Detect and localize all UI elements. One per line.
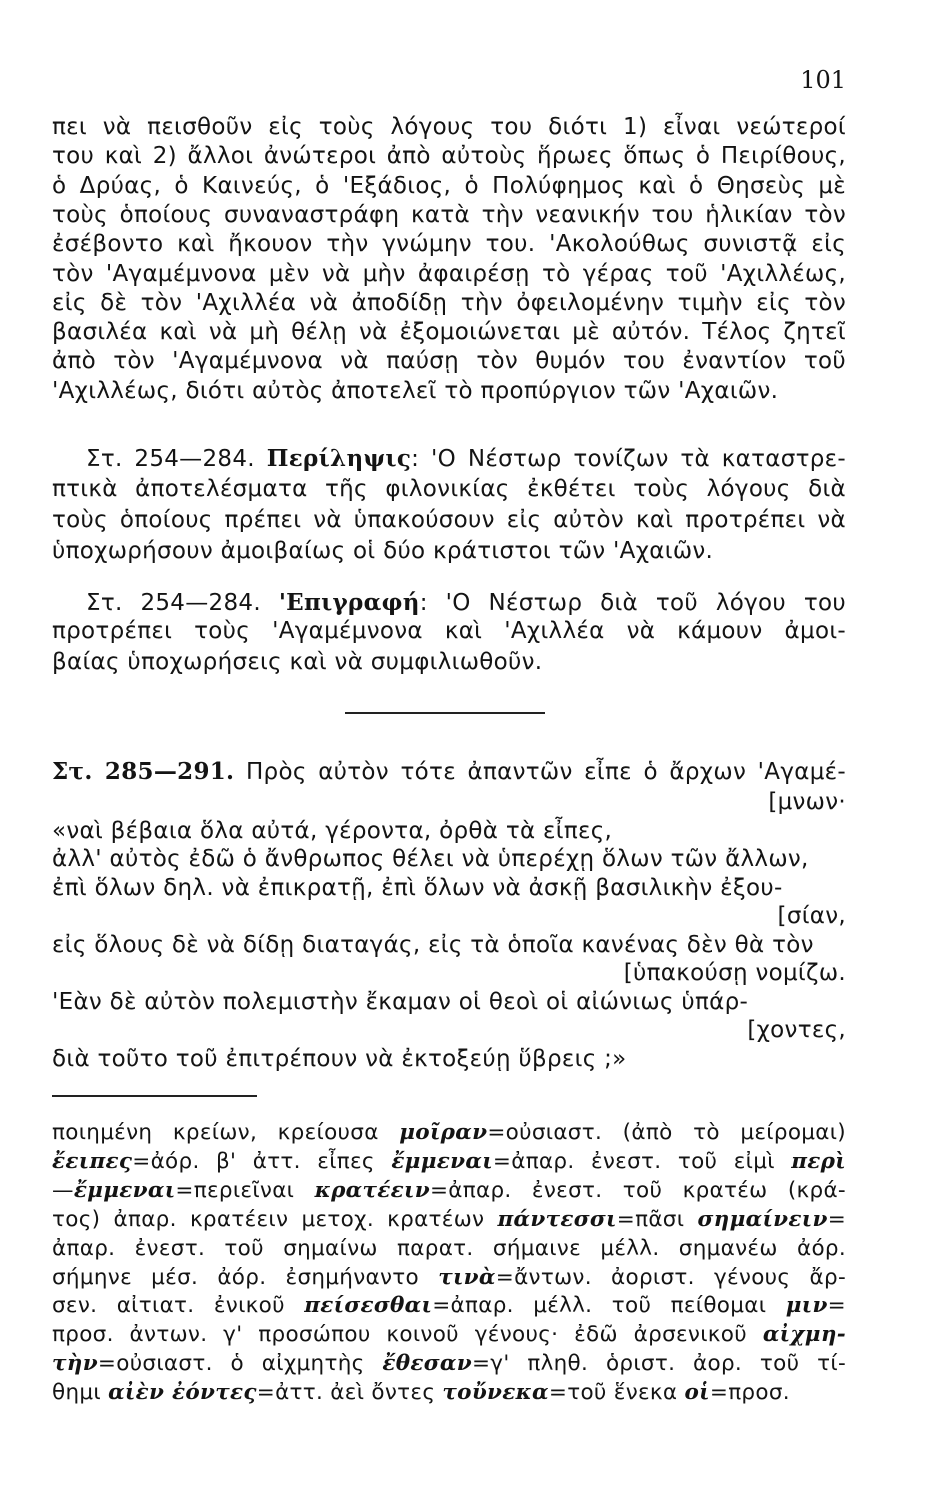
note-text: =προσ.: [709, 1380, 790, 1406]
perilipsis-line: πτικὰ ἀποτελέσματα τῆς φιλονικίας ἐκθέτει τοὺς λόγους διὰ: [52, 476, 846, 502]
page-number: 101: [800, 66, 846, 94]
note-text: —: [52, 1177, 74, 1203]
summary-line: εἰς δὲ τὸν 'Αχιλλέα νὰ ἀποδίδῃ τὴν ὀφειλομένην τιμὴν εἰς τὸν: [52, 289, 846, 316]
translation-continuation: [ὑπακούσῃ νομίζω.: [623, 960, 846, 986]
note-text: =γ' πληθ. ὁριστ. ἀορ. τοῦ τί-: [471, 1351, 846, 1377]
glossary-term: τινὰ: [438, 1264, 496, 1290]
translation-first-line: [52, 757, 846, 787]
translation-line: 'Εὰν δὲ αὐτὸν πολεμιστὴν ἔκαμαν οἱ θεοὶ οἱ αἰώνιως ὑπάρ-: [52, 988, 749, 1015]
note-text: =τοῦ ἕνεκα: [548, 1380, 685, 1406]
summary-line: ὁ Δρύας, ὁ Καινεύς, ὁ 'Εξάδιος, ὁ Πολύφημος καὶ ὁ Θησεὺς μὲ: [52, 172, 846, 199]
translation-continuation: [σίαν,: [777, 903, 846, 929]
translation-continuation: [μνων·: [768, 789, 846, 815]
epigraphi-line: προτρέπει τοὺς 'Αγαμέμνονα καὶ 'Αχιλλέα νὰ κάμουν ἀμοι-: [52, 618, 846, 644]
note-text: προσ. ἀντων. γ' προσώπου κοινοῦ γένους· ἐδῶ ἀρσενικοῦ: [52, 1322, 763, 1348]
note-text: =ἀπαρ. ἐνεστ. τοῦ εἰμὶ: [492, 1148, 792, 1174]
note-line: [52, 1378, 846, 1407]
note-text: =πᾶσι: [616, 1206, 698, 1232]
perilipsis-ref: Στ. 254—284.: [86, 446, 255, 472]
note-line: [52, 1263, 846, 1292]
note-text: τος) ἀπαρ. κρατέειν μετοχ. κρατέων: [52, 1206, 498, 1232]
note-text: =: [827, 1206, 846, 1232]
note-text: =οὐσιαστ. ὁ αἰχμητὴς: [97, 1351, 383, 1377]
translation-text: Πρὸς αὐτὸν τότε ἀπαντῶν εἶπε ὁ ἄρχων 'Αγαμέ-: [245, 759, 846, 785]
note-line: [52, 1205, 846, 1234]
glossary-term: οἱ: [684, 1380, 710, 1406]
perilipsis-label: Περίληψις: [266, 445, 412, 472]
note-text: =ἀόρ. β' ἀττ. εἶπες: [132, 1148, 392, 1174]
note-text: =ἀπαρ. ἐνεστ. τοῦ κρατέω (κρά-: [429, 1177, 846, 1203]
glossary-term: ἔμμεναι: [391, 1148, 493, 1174]
epigraphi-first-line: [52, 588, 846, 618]
note-text: =περιεῖναι: [175, 1177, 315, 1203]
note-line: [52, 1291, 846, 1320]
perilipsis-line: τοὺς ὁποίους πρέπει νὰ ὑπακούσουν εἰς αὐτὸν καὶ προτρέπει νὰ: [52, 507, 846, 533]
note-line: [52, 1176, 846, 1205]
glossary-term: τοὔνεκα: [442, 1380, 549, 1406]
summary-line: ἀπὸ τὸν 'Αγαμέμνονα νὰ παύσῃ τὸν θυμόν του ἐναντίον τοῦ: [52, 348, 846, 375]
summary-line: τὸν 'Αγαμέμνονα μὲν νὰ μὴν ἀφαιρέσῃ τὸ γέρας τοῦ 'Αχιλλέως,: [52, 260, 846, 287]
glossary-term: περὶ: [791, 1148, 846, 1174]
epigraphi-ref: Στ. 254—284.: [86, 590, 261, 616]
summary-line: 'Αχιλλέως, διότι αὐτὸς ἀποτελεῖ τὸ προπύργιον τῶν 'Αχαιῶν.: [52, 377, 779, 404]
glossary-term: πείσεσθαι: [304, 1293, 433, 1319]
translation-line: εἰς ὅλους δὲ νὰ δίδῃ διαταγάς, εἰς τὰ ὁποῖα κανένας δὲν θὰ τὸν: [52, 931, 814, 958]
translation-line: ἀλλ' αὐτὸς ἐδῶ ὁ ἄνθρωπος θέλει νὰ ὑπερέχῃ ὅλων τῶν ἄλλων,: [52, 846, 809, 872]
summary-line: ἐσέβοντο καὶ ἤκουον τὴν γνώμην του. 'Ακολούθως συνιστᾷ εἰς: [52, 231, 846, 258]
note-text: ἀπαρ. ἐνεστ. τοῦ σημαίνω παρατ. σήμαινε μέλλ. σημανέω ἀόρ.: [52, 1235, 846, 1261]
note-line: [52, 1349, 846, 1378]
note-text: ποιημένη κρείων, κρείουσα: [52, 1120, 400, 1145]
epigraphi-label: 'Επιγραφή: [278, 589, 420, 616]
perilipsis-line: ὑποχωρήσουν ἀμοιβαίως οἱ δύο κράτιστοι τῶν 'Αχαιῶν.: [52, 538, 714, 564]
glossary-term: μοῖραν: [399, 1120, 488, 1145]
perilipsis-text: : 'Ο Νέστωρ τονίζων τὰ καταστρε-: [411, 446, 846, 472]
section-divider: [345, 712, 545, 714]
glossary-term: αἰὲν ἐόντες: [108, 1380, 257, 1406]
translation-line: διὰ τοῦτο τοῦ ἐπιτρέπουν νὰ ἐκτοξεύῃ ὕβρεις ;»: [52, 1045, 627, 1072]
note-text: σεν. αἰτιατ. ἐνικοῦ: [52, 1293, 305, 1319]
glossary-term: αἰχμη-: [762, 1322, 846, 1348]
glossary-term: κρατέειν: [314, 1177, 430, 1203]
glossary-term: τὴν: [52, 1351, 98, 1377]
summary-line: πει νὰ πεισθοῦν εἰς τοὺς λόγους του διότι 1) εἶναι νεώτεροί: [52, 114, 846, 140]
note-text: θημι: [52, 1380, 109, 1406]
perilipsis-first-line: [52, 444, 846, 474]
summary-line: του καὶ 2) ἄλλοι ἀνώτεροι ἀπὸ αὐτοὺς ἥρωες ὅπως ὁ Πειρίθους,: [52, 143, 846, 170]
summary-line: βασιλέα καὶ νὰ μὴ θέλῃ νὰ ἐξομοιώνεται μὲ αὐτόν. Τέλος ζητεῖ: [52, 319, 846, 346]
summary-line: τοὺς ὁποίους συναναστράφη κατὰ τὴν νεανικήν του ἡλικίαν τὸν: [52, 201, 846, 228]
note-text: =ἀττ. ἀεὶ ὄντες: [256, 1380, 443, 1406]
note-line: [52, 1147, 846, 1176]
note-text: σήμηνε μέσ. ἀόρ. ἐσημήναντο: [52, 1264, 439, 1290]
note-text: =οὐσιαστ. (ἀπὸ τὸ μείρομαι): [487, 1120, 846, 1145]
translation-continuation: [χοντες,: [747, 1017, 846, 1043]
glossary-term: ἔειπες: [52, 1148, 133, 1174]
translation-ref: Στ. 285—291.: [52, 758, 235, 785]
note-line: [52, 1118, 846, 1147]
note-line: [52, 1320, 846, 1349]
note-text: =: [827, 1293, 846, 1319]
glossary-term: σημαίνειν: [697, 1206, 828, 1232]
glossary-term: ἔμμεναι: [73, 1177, 176, 1203]
glossary-term: μιν: [785, 1293, 828, 1319]
footnote-divider: [52, 1095, 257, 1097]
note-text: =ἀπαρ. μέλλ. τοῦ πείθομαι: [432, 1293, 786, 1319]
epigraphi-line: βαίας ὑποχωρήσεις καὶ νὰ συμφιλιωθοῦν.: [52, 649, 543, 675]
note-line: [52, 1234, 846, 1263]
epigraphi-text: : 'Ο Νέστωρ διὰ τοῦ λόγου του: [419, 590, 846, 616]
glossary-term: πάντεσσι: [497, 1206, 617, 1232]
translation-line: «ναὶ βέβαια ὅλα αὐτά, γέροντα, ὀρθὰ τὰ εἶπες,: [52, 817, 613, 844]
translation-line: ἐπὶ ὅλων δηλ. νὰ ἐπικρατῇ, ἐπὶ ὅλων νὰ ἀσκῇ βασιλικὴν ἐξου-: [52, 874, 783, 901]
glossary-term: ἔθεσαν: [382, 1351, 472, 1377]
note-text: =ἄντων. ἀοριστ. γένους ἄρ-: [495, 1264, 846, 1290]
